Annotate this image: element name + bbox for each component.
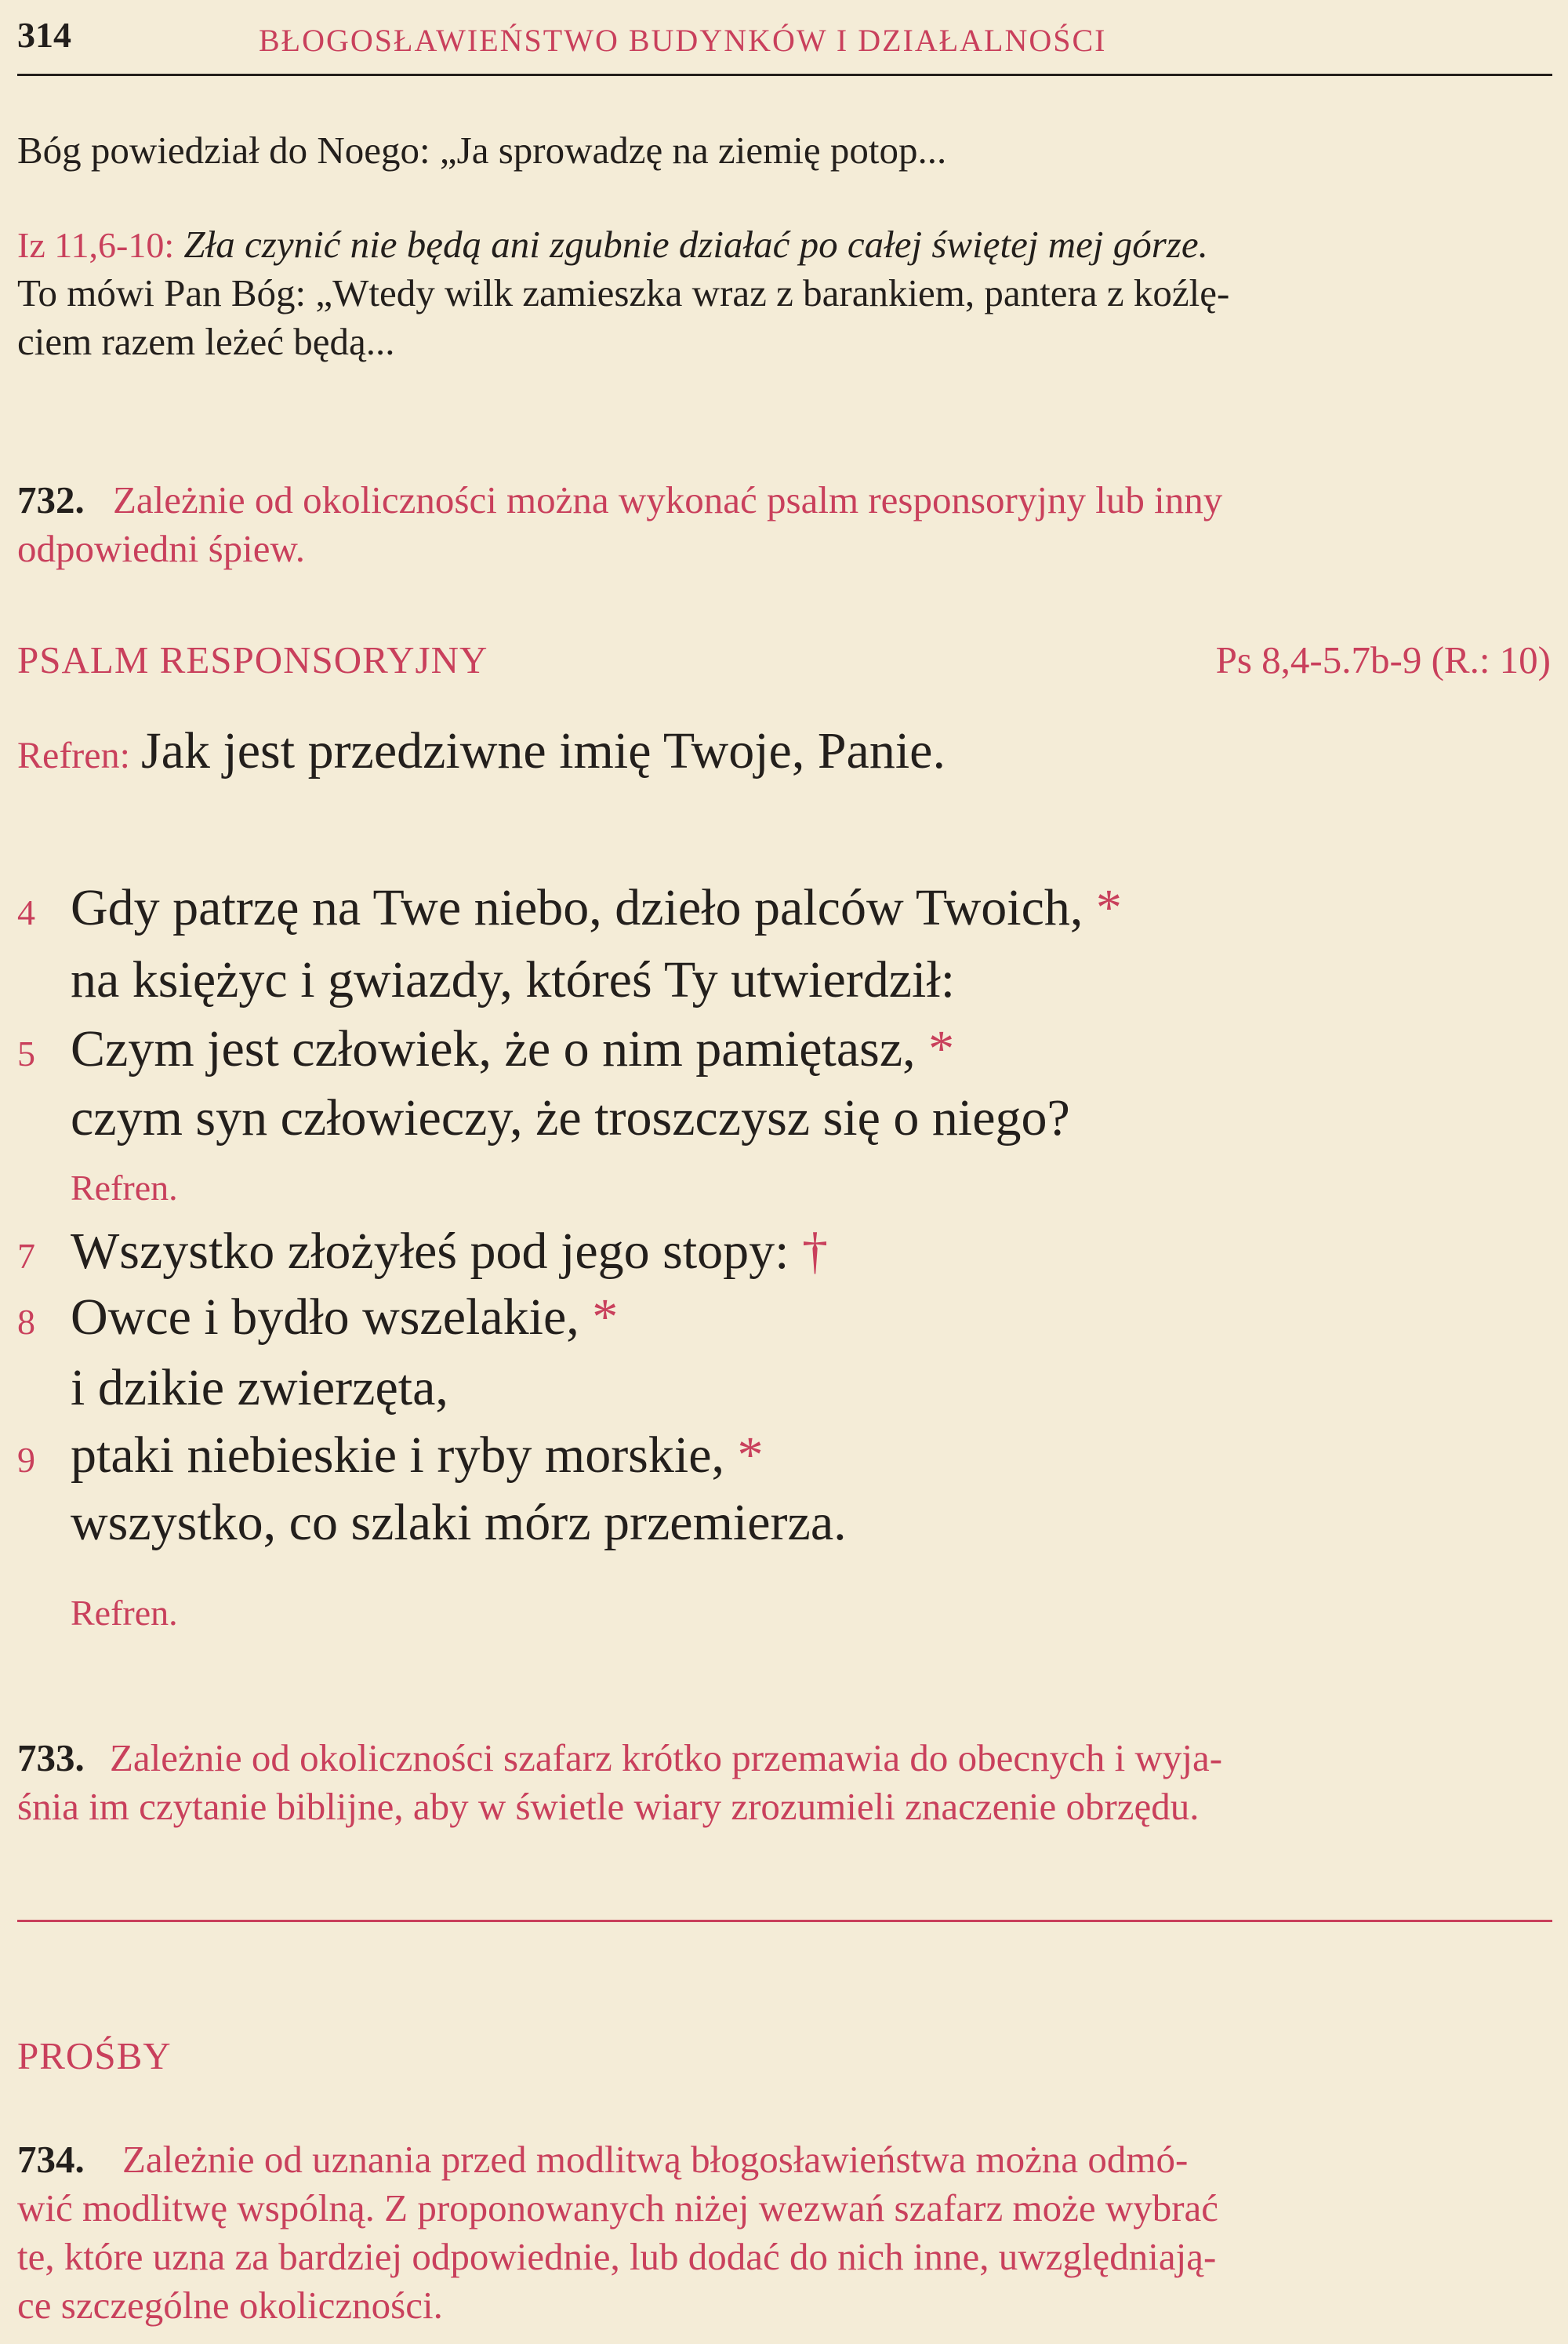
refrain-text: Jak jest przedziwne imię Twoje, Panie. xyxy=(140,722,946,780)
header-rule xyxy=(17,74,1552,76)
rubric-text: Zależnie od uznania przed modlitwą błogosławieństwa można odmó- xyxy=(122,2138,1189,2181)
psalm-refrain xyxy=(17,721,946,781)
reading-isaiah-line1 xyxy=(17,220,1208,271)
section-rule xyxy=(17,1920,1552,1922)
item-number: 733. xyxy=(17,1736,85,1779)
psalm-verse-9b: wszystko, co szlaki mórz przemierza. xyxy=(71,1494,847,1551)
verse-number: 4 xyxy=(17,892,35,932)
verse-text: ptaki niebieskie i ryby morskie, xyxy=(71,1426,724,1484)
rubric-text: Zależnie od okoliczności szafarz krótko przemawia do obecnych i wyja- xyxy=(110,1736,1223,1779)
psalm-heading: PSALM RESPONSORYJNY xyxy=(17,638,488,681)
dagger-mark: † xyxy=(802,1223,829,1280)
item-number: 732. xyxy=(17,478,85,521)
prosby-heading: PROŚBY xyxy=(17,2034,172,2077)
item-733-line1 xyxy=(17,1733,1222,1783)
verse-text: Gdy patrzę na Twe niebo, dzieło palców Twoich, xyxy=(71,879,1083,936)
page-number: 314 xyxy=(17,15,71,55)
asterisk-mark: * xyxy=(737,1426,764,1484)
item-734-line4: ce szczególne okoliczności. xyxy=(17,2284,443,2327)
verse-text: Wszystko złożyłeś pod jego stopy: xyxy=(71,1223,789,1280)
item-734-line2: wić modlitwę wspólną. Z proponowanych niżej wezwań szafarz może wybrać xyxy=(17,2186,1219,2230)
item-734-line1 xyxy=(17,2135,1188,2185)
reading-isaiah-line3: ciem razem leżeć będą... xyxy=(17,320,395,363)
asterisk-mark: * xyxy=(1095,879,1122,936)
rubric-text: Zależnie od okoliczności można wykonać psalm responsoryjny lub inny xyxy=(113,478,1223,521)
asterisk-mark: * xyxy=(592,1288,619,1346)
reading-genesis: Bóg powiedział do Noego: „Ja sprowadzę na ziemię potop... xyxy=(17,129,947,172)
psalm-verse-8b: i dzikie zwierzęta, xyxy=(71,1359,448,1416)
psalm-verse-4b: na księżyc i gwiazdy, któreś Ty utwierdził: xyxy=(71,951,956,1008)
item-734-line3: te, które uzna za bardziej odpowiednie, lub dodać do nich inne, uwzględniają- xyxy=(17,2235,1217,2278)
verse-text: Owce i bydło wszelakie, xyxy=(71,1288,579,1346)
psalm-verse-5b: czym syn człowieczy, że troszczysz się o niego? xyxy=(71,1089,1070,1147)
psalm-verse-8a xyxy=(17,1280,618,1360)
psalm-verse-4a xyxy=(17,870,1122,950)
asterisk-mark: * xyxy=(928,1020,955,1078)
reading-isaiah-line2: To mówi Pan Bóg: „Wtedy wilk zamieszka wraz z barankiem, pantera z koźlę- xyxy=(17,271,1230,314)
verse-number: 8 xyxy=(17,1302,35,1342)
refrain-repeat-2: Refren. xyxy=(71,1593,178,1633)
reading-reference: Iz 11,6-10: xyxy=(17,225,175,265)
item-number: 734. xyxy=(17,2138,85,2181)
verse-number: 9 xyxy=(17,1440,35,1480)
refrain-repeat-1: Refren. xyxy=(71,1168,178,1208)
item-732-line2: odpowiedni śpiew. xyxy=(17,527,305,570)
psalm-verse-5a xyxy=(17,1012,954,1092)
verse-text: Czym jest człowiek, że o nim pamiętasz, xyxy=(71,1020,916,1078)
reading-incipit: Zła czynić nie będą ani zgubnie działać po całej świętej mej górze. xyxy=(183,223,1208,266)
verse-number: 5 xyxy=(17,1034,35,1074)
running-title: BŁOGOSŁAWIEŃSTWO BUDYNKÓW I DZIAŁALNOŚCI xyxy=(259,23,1107,58)
item-732-line1 xyxy=(17,475,1222,525)
refrain-label: Refren: xyxy=(17,735,130,776)
item-733-line2: śnia im czytanie biblijne, aby w świetle wiary zrozumieli znaczenie obrzędu. xyxy=(17,1785,1200,1828)
psalm-reference: Ps 8,4-5.7b-9 (R.: 10) xyxy=(1215,638,1551,681)
verse-number: 7 xyxy=(17,1236,35,1276)
